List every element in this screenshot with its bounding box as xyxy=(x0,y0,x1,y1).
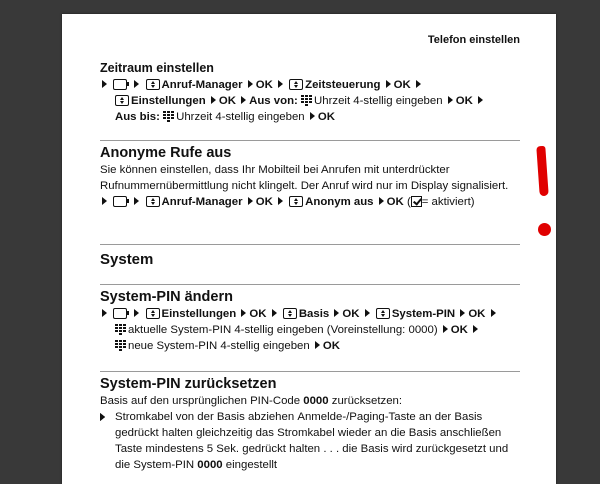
section-pin-reset xyxy=(100,375,520,473)
step-einstellungen: Einstellungen xyxy=(161,308,237,320)
step-arrow-icon xyxy=(134,197,139,205)
pin-reset-heading: System-PIN zurücksetzen xyxy=(100,376,277,392)
step-aus-bis: Aus bis: xyxy=(115,111,160,123)
anonym-text: Sie können einstellen, dass Ihr Mobilteil bei Anrufen mit unterdrückter Rufnummernübermittlung nicht klingelt. Der Anruf wird nur im Display signalisiert. xyxy=(100,164,509,192)
step-arrow-icon xyxy=(211,96,216,104)
step-aus-von: Aus von: xyxy=(249,95,298,107)
zeitraum-steps xyxy=(100,77,520,125)
step-ok: OK xyxy=(342,308,360,320)
menu-key-icon xyxy=(113,79,127,90)
step-ok: OK xyxy=(255,79,273,91)
keypad-icon xyxy=(115,324,127,335)
step-result: . . . die Basis wird zurückgesetzt und die System-PIN xyxy=(115,443,509,471)
step-arrow-icon xyxy=(386,80,391,88)
step-arrow-icon xyxy=(491,309,496,317)
divider xyxy=(100,371,520,372)
nav-key-icon xyxy=(115,95,129,106)
intro-text: Basis auf den ursprünglichen PIN-Code xyxy=(100,395,304,407)
activated-note: = aktiviert) xyxy=(421,196,475,208)
page-header: Telefon einstellen xyxy=(427,34,520,46)
nav-key-icon xyxy=(376,308,390,319)
section-zeitraum xyxy=(100,60,520,125)
step-ok: OK xyxy=(322,340,340,352)
step-arrow-icon xyxy=(241,96,246,104)
step-anruf-manager: Anruf-Manager xyxy=(161,196,243,208)
nav-key-icon xyxy=(289,196,303,207)
step-zeitsteuerung: Zeitsteuerung xyxy=(305,79,381,91)
step-arrow-icon xyxy=(416,80,421,88)
paren-open: ( xyxy=(406,196,411,208)
step-arrow-icon xyxy=(278,197,283,205)
step-arrow-icon xyxy=(443,325,448,333)
step-einstellungen: Einstellungen xyxy=(131,95,206,107)
step-anruf-manager: Anruf-Manager xyxy=(161,79,243,91)
step-arrow-icon xyxy=(365,309,370,317)
manual-page xyxy=(62,14,556,484)
step-result-end: eingestellt xyxy=(222,459,278,471)
step-arrow-icon xyxy=(134,80,139,88)
step-anonym-aus: Anonym aus xyxy=(305,196,374,208)
step-ok: OK xyxy=(317,111,335,123)
step-arrow-icon xyxy=(134,309,139,317)
keypad-icon xyxy=(163,111,175,122)
step-arrow-icon xyxy=(248,80,253,88)
step-arrow-icon xyxy=(315,341,320,349)
keypad-icon xyxy=(115,340,127,351)
step-ok: OK xyxy=(450,324,468,336)
red-annotation-dot xyxy=(538,223,551,236)
section-anonym xyxy=(100,144,520,210)
step-ok: OK xyxy=(455,95,473,107)
nav-key-icon xyxy=(283,308,297,319)
anonym-heading: Anonyme Rufe aus xyxy=(100,145,232,161)
system-heading: System xyxy=(100,251,154,268)
keypad-icon xyxy=(301,95,313,106)
step-arrow-icon xyxy=(478,96,483,104)
pin-aendern-steps xyxy=(100,306,520,354)
menu-key-icon xyxy=(113,308,127,319)
step-5-sek: Taste mindestens 5 Sek. gedrückt halten xyxy=(115,443,321,455)
step-ok: OK xyxy=(255,196,273,208)
step-arrow-icon xyxy=(460,309,465,317)
zeitraum-heading: Zeitraum einstellen xyxy=(100,61,214,75)
intro-text-end: zurücksetzen: xyxy=(328,395,403,407)
step-ok: OK xyxy=(249,308,267,320)
step-result-code: 0000 xyxy=(197,459,223,471)
step-kabel-abziehen: Stromkabel von der Basis abziehen xyxy=(115,411,295,423)
step-arrow-icon xyxy=(248,197,253,205)
step-ok: OK xyxy=(218,95,236,107)
anonym-steps xyxy=(100,194,520,210)
step-ok: OK xyxy=(386,196,404,208)
step-taste-halten: Anmelde-/Paging-Taste an der Basis gedrückt halten xyxy=(115,411,483,439)
step-ok: OK xyxy=(468,308,486,320)
divider xyxy=(100,244,520,245)
step-basis: Basis xyxy=(298,308,330,320)
step-arrow-icon xyxy=(278,80,283,88)
step-arrow-icon xyxy=(102,309,107,317)
step-uhrzeit: Uhrzeit 4-stellig eingeben xyxy=(176,111,305,123)
step-arrow-icon xyxy=(334,309,339,317)
step-kabel-anschliessen: gleichzeitig das Stromkabel wieder an die Basis anschließen xyxy=(196,427,502,439)
section-pin-aendern xyxy=(100,288,520,354)
step-arrow-icon xyxy=(102,197,107,205)
checkbox-checked-icon xyxy=(411,196,422,207)
pin-aendern-heading: System-PIN ändern xyxy=(100,289,233,305)
step-new-pin: neue System-PIN 4-stellig eingeben xyxy=(128,340,310,352)
nav-key-icon xyxy=(146,308,160,319)
step-current-pin: aktuelle System-PIN 4-stellig eingeben (Voreinstellung: 0000) xyxy=(128,324,438,336)
step-arrow-icon xyxy=(100,413,105,421)
step-uhrzeit: Uhrzeit 4-stellig eingeben xyxy=(314,95,443,107)
step-ok: OK xyxy=(393,79,411,91)
step-arrow-icon xyxy=(448,96,453,104)
step-system-pin: System-PIN xyxy=(391,308,456,320)
nav-key-icon xyxy=(289,79,303,90)
menu-key-icon xyxy=(113,196,127,207)
step-arrow-icon xyxy=(310,112,315,120)
nav-key-icon xyxy=(146,79,160,90)
section-system xyxy=(100,252,520,268)
pin-reset-intro xyxy=(100,393,520,409)
step-arrow-icon xyxy=(473,325,478,333)
step-arrow-icon xyxy=(272,309,277,317)
intro-code: 0000 xyxy=(303,395,329,407)
nav-key-icon xyxy=(146,196,160,207)
divider xyxy=(100,284,520,285)
divider xyxy=(100,140,520,141)
pin-reset-steps xyxy=(100,409,520,473)
step-arrow-icon xyxy=(102,80,107,88)
step-arrow-icon xyxy=(379,197,384,205)
step-arrow-icon xyxy=(241,309,246,317)
